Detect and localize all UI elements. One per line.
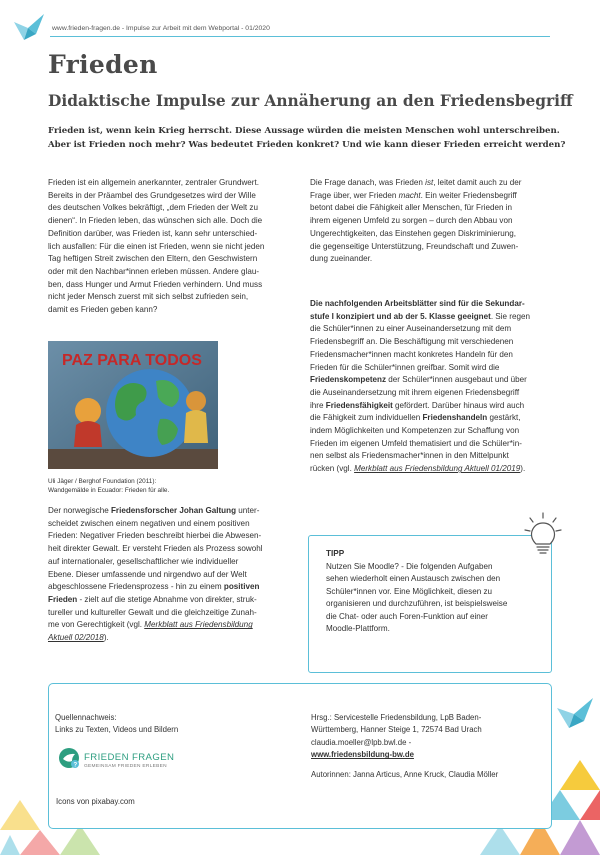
merkblatt-2018-link-cont[interactable]: Aktuell 02/2018: [48, 633, 104, 643]
logo-name: FRIEDEN FRAGEN: [84, 752, 175, 763]
text-line: oder mit den Nachbar*innen erleben müssen. Andere glau-: [48, 266, 260, 276]
text-line: scheidet zwischen einem negativen und einem positiven: [48, 518, 250, 528]
tip-line: Moodle-Plattform.: [326, 624, 390, 634]
tip-line: die Chat- oder auch Foren-Funktion auf einer: [326, 611, 488, 621]
text-line: indem Möglichkeiten und Kompetenzen zur Schaffung von: [310, 426, 520, 436]
text-line: Friedensmacher*innen macht konkretes Handeln für den: [310, 349, 513, 359]
tip-line: Nutzen Sie Moodle? - Die folgenden Aufgaben: [326, 562, 493, 571]
galtung-bold: Friedensforscher Johan Galtung: [110, 506, 237, 515]
text-line: damit es Frieden geben kann?: [48, 305, 158, 315]
text-line: die Schüler*innen zu einer Auseinandersetzung mit dem: [310, 324, 512, 334]
logo-tagline: GEMEINSAM FRIEDEN ERLEBEN: [84, 764, 167, 769]
publisher-line: Württemberg, Hanner Steige 1, 72574 Bad Urach: [311, 725, 482, 735]
caption-line: Wandgemälde in Ecuador: Frieden für alle.: [48, 486, 170, 494]
text-line: nicht jeder Mensch zuerst mit sich selbst zufrieden sein,: [48, 292, 249, 302]
text-line: die gegenseitige Unterstützung, Freundschaft und Zuwen-: [310, 241, 519, 251]
text-line: nen selbst als Friedensmacher*innen in den Mittelpunkt: [310, 451, 509, 461]
text-line: betont dabei die Fähigkeit aller Menschen, für Frieden in: [310, 203, 513, 213]
left-column-text-2: Der norwegische Friedensforscher Johan Galtung unter- scheidet zwischen einem negativen und einem positiven Frieden: Negativer Frieden beschreibt hierbei die Abwesen- heit direkter Gewalt. Er versteht Frieden als Prozess sowohl auf internationaler, gesellschaftlicher wie individueller Ebene. Dieser umfassende und nirgendwo auf der Welt abgeschlossene Friedensprozess - hin zu einem positiven Frieden - zielt auf die stetige Abnahme von direkter, struk- tureller und kultureller Gewalt und die gleichzeitige Zunah- me von Gerechtigkeit (vgl. Merkblatt aus Friedensbildung Aktuell 02/2018).: [48, 505, 293, 645]
intro-line: Frieden ist, wenn kein Krieg herrscht. Diese Aussage würden die meisten Menschen wohl unterschreiben.: [48, 126, 560, 136]
mural-text: PAZ PARA TODOS: [62, 352, 202, 369]
text-line: auf internationaler, gesellschaftlicher wie individueller: [48, 556, 239, 566]
text-line: ben, dass Hunger und Armut Frieden verhindern. Und muss: [48, 279, 263, 289]
text-line: Ungerechtigkeiten, das Einstehen gegen Diskriminierung,: [310, 228, 517, 238]
publisher-info: [311, 712, 482, 762]
intro-line: Aber ist Frieden noch mehr? Was bedeutet Frieden konkret? Und wie kann dieser Frieden erreicht werden?: [48, 140, 566, 150]
text-line: Bereits in der Präambel des Grundgesetzes wird der Wille: [48, 190, 256, 200]
website-link[interactable]: www.friedensbildung-bw.de: [311, 750, 414, 760]
text-line: Frieden ist ein allgemein anerkannter, zentraler Grundwert.: [48, 178, 259, 187]
photo-caption: [48, 478, 169, 495]
left-column-text-1: [48, 177, 293, 317]
mural-photo: [48, 341, 218, 469]
bird-icon: [557, 698, 593, 730]
text-line: dung zueinander.: [310, 254, 373, 264]
header-url: www.frieden-fragen.de - Impulse zur Arbeit mit dem Webportal - 01/2020: [52, 25, 270, 32]
text-line: die Auseinandersetzung mit ihrem eigenen Friedensbegriff: [310, 387, 520, 397]
tip-body: [326, 561, 507, 635]
sources-title: Quellennachweis:: [55, 713, 117, 722]
text-line: dienen“. In Frieden leben, das wünschen sich alle. Doch die: [48, 216, 263, 226]
merkblatt-2018-link[interactable]: Merkblatt aus Friedensbildung: [144, 620, 253, 630]
text-line: lich ausfallen: Für die einen ist Frieden, wenn sie nicht jeden: [48, 241, 265, 251]
tip-title: TIPP: [326, 549, 345, 558]
lightbulb-icon: [520, 510, 566, 556]
text-line: Friedensbegriff an. Die Beschäftigung mit verschiedenen: [310, 337, 514, 347]
text-line: ihrem eigenen Umfeld zu sorgen – durch den Abbau von: [310, 216, 513, 226]
text-line: Frieden im eigenen Umfeld thematisiert und die Schüler*in-: [310, 438, 522, 448]
text-line: Definition darüber, was Frieden ist, kann sehr unterschied-: [48, 228, 258, 238]
icons-credit: Icons von pixabay.com: [56, 797, 135, 806]
page-subtitle: Didaktische Impulse zur Annäherung an den Friedensbegriff: [48, 92, 573, 110]
text-line: Ebene. Dieser umfassende und nirgendwo auf der Welt: [48, 569, 247, 579]
page-title: Frieden: [48, 50, 158, 79]
right-column-text-2: Die nachfolgenden Arbeitsblätter sind für die Sekundar- stufe I konzipiert und ab der 5. Klasse geeignet. Sie regen die Schüler*innen zu einer Auseinandersetzung mit dem Friedensbegriff an. Die Beschäftigung mit verschiedenen Friedensmacher*innen macht konkretes Handeln für den Frieden für die Schüler*innen greifbar. Somit wird die Friedenskompetenz der Schüler*innen ausgebaut und über die Auseinandersetzung mit ihrem eigenen Friedensbegriff ihre Friedensfähigkeit gefördert. Darüber hinaus wird auch die Fähigkeit zum individuellen Friedenshandeln gestärkt, indem Möglichkeiten und Kompetenzen zur Schaffung von Frieden im eigenen Umfeld thematisiert und die Schüler*in- nen selbst als Friedensmacher*innen in den Mittelpunkt rücken (vgl. Merkblatt aus Friedensbildung Aktuell 01/2019).: [310, 298, 555, 476]
intro-text: [48, 124, 566, 152]
frieden-fragen-logo-icon: [58, 747, 80, 769]
sources-subtitle: Links zu Texten, Videos und Bildern: [55, 725, 179, 735]
right-column-text-1: Die Frage danach, was Frieden ist, leitet damit auch zu der Frage über, wer Frieden macht. Ein weiter Friedensbegriff betont dabei die Fähigkeit aller Menschen, für Frieden in ihrem eigenen Umfeld zu sorgen – durch den Abbau von Ungerechtigkeiten, das Einstehen gegen Diskriminierung, die gegenseitige Unterstützung, Freundschaft und Zuwen- dung zueinander.: [310, 177, 555, 266]
tip-line: sehen wiederholt einen Austausch zwischen den: [326, 574, 501, 584]
header-divider: [50, 36, 550, 37]
text-line: tureller und kultureller Gewalt und die gleichzeitige Zunah-: [48, 607, 257, 617]
publisher-line: Hrsg.: Servicestelle Friedensbildung, LpB Baden-: [311, 713, 482, 722]
text-line: des deutschen Volkes bekräftigt, „dem Frieden der Welt zu: [48, 203, 258, 213]
merkblatt-2019-link[interactable]: Merkblatt aus Friedensbildung Aktuell 01/2019: [354, 464, 521, 474]
text-line: Frieden: Negativer Frieden beschreibt hierbei die Abwesen-: [48, 531, 262, 541]
tip-line: Schüler*innen vor. Eine Möglichkeit, diesen zu: [326, 586, 493, 596]
bird-icon: [14, 14, 44, 42]
text-line: heit direkter Gewalt. Er versteht Frieden als Prozess sowohl: [48, 544, 263, 554]
caption-line: Uli Jäger / Berghof Foundation (2011):: [48, 478, 157, 485]
authors: Autorinnen: Janna Articus, Anne Kruck, Claudia Möller: [311, 770, 499, 779]
text-line: Frieden für die Schüler*innen greifbar. Somit wird die: [310, 362, 500, 372]
svg-text:?: ?: [73, 762, 78, 769]
text-line: Tag heftigen Streit zwischen den Eltern, den Geschwistern: [48, 254, 258, 264]
tip-line: organisieren und durchzuführen, ist beispielsweise: [326, 599, 508, 609]
sources-note: [55, 712, 178, 737]
email-text: claudia.moeller@lpb.bwl.de -: [311, 737, 412, 747]
